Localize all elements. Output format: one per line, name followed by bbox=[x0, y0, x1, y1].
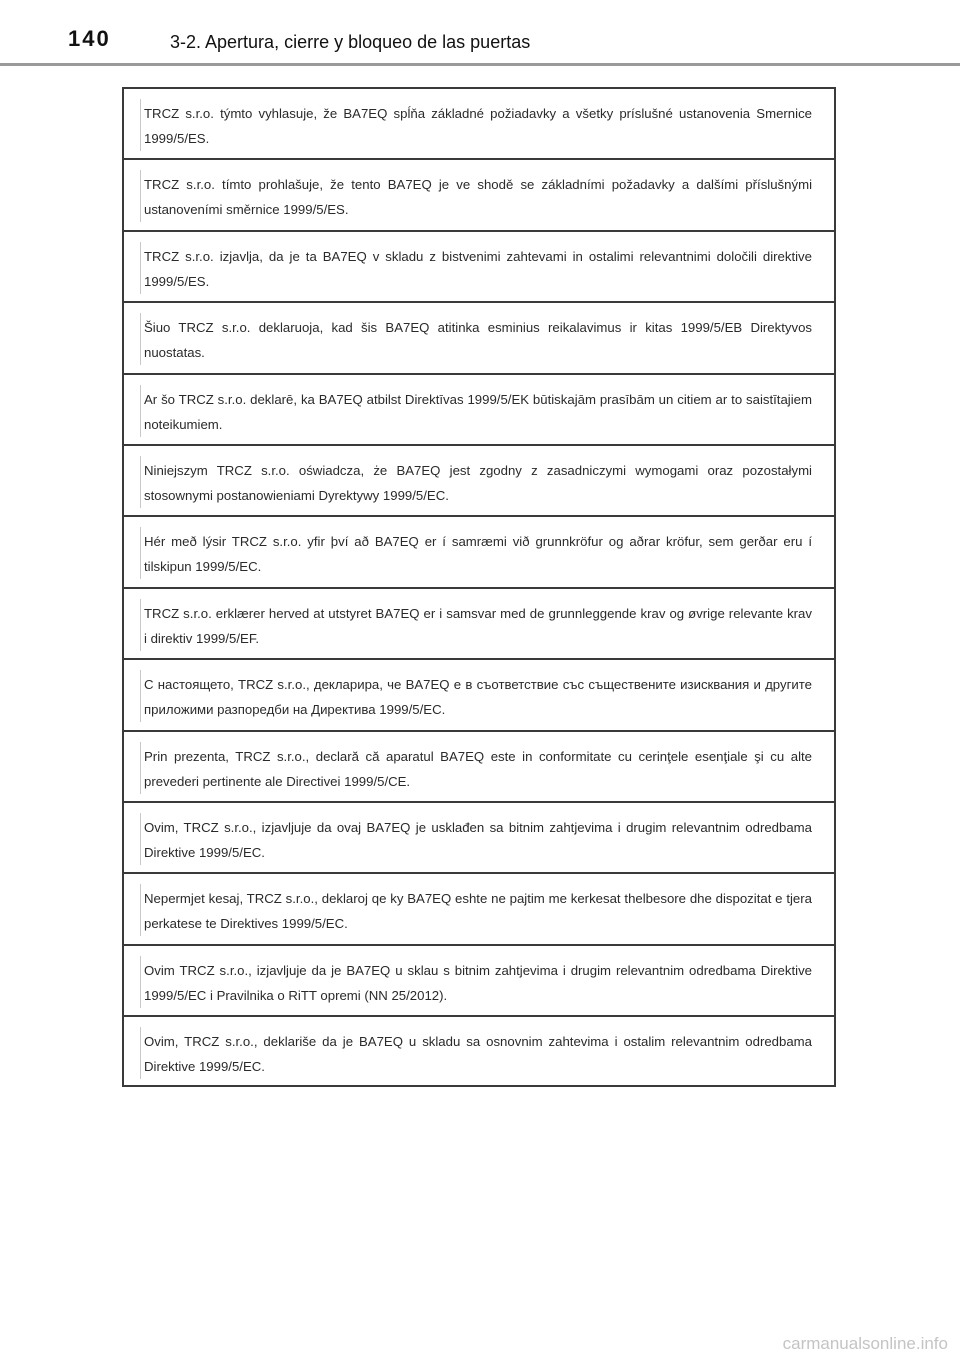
declaration-text: Ovim, TRCZ s.r.o., izjavljuje da ovaj BA7EQ je usklađen sa bitnim zahtjevima i drugim relevantnim odredbama Direktive 1999/5/EC. bbox=[144, 819, 812, 860]
declaration-row-czech bbox=[124, 160, 834, 231]
declaration-text: Ar šo TRCZ s.r.o. deklarē, ka BA7EQ atbilst Direktīvas 1999/5/EK būtiskajām prasībām un citiem ar to saistītajiem noteikumiem. bbox=[144, 391, 812, 432]
declaration-text: Ovim, TRCZ s.r.o., deklariše da je BA7EQ u skladu sa osnovnim zahtevima i ostalim relevantnim odredbama Direktive 1999/5/EC. bbox=[144, 1034, 812, 1075]
declaration-text: Ovim TRCZ s.r.o., izjavljuje da je BA7EQ u sklau s bitnim zahtjevima i drugim relevantnim odredbama Direktive 1999/5/EC i Pravilnika o RiTT opremi (NN 25/2012). bbox=[144, 962, 812, 1003]
declaration-row-slovenian bbox=[124, 232, 834, 303]
declaration-text: TRCZ s.r.o. izjavlja, da je ta BA7EQ v skladu z bistvenimi zahtevami in ostalimi relevantnimi določili direktive 1999/5/ES. bbox=[144, 248, 812, 289]
declaration-text: Prin prezenta, TRCZ s.r.o., declară că aparatul BA7EQ este in conformitate cu cerinţele esenţiale şi cu alte prevederi pertinente ale Directivei 1999/5/CE. bbox=[144, 748, 812, 789]
declaration-row-lithuanian bbox=[124, 303, 834, 374]
declaration-row-albanian bbox=[124, 874, 834, 945]
declaration-row-icelandic bbox=[124, 517, 834, 588]
declaration-row-slovak bbox=[124, 89, 834, 160]
declaration-text: Nepermjet kesaj, TRCZ s.r.o., deklaroj qe ky BA7EQ eshte ne pajtim me kerkesat thelbesore dhe dispozitat e tjera perkatese te Direktives 1999/5/EC. bbox=[144, 891, 812, 932]
header-divider bbox=[0, 63, 960, 66]
section-title: 3-2. Apertura, cierre y bloqueo de las puertas bbox=[170, 32, 531, 52]
watermark: carmanualsonline.info bbox=[782, 1334, 948, 1353]
declaration-row-romanian bbox=[124, 732, 834, 803]
declaration-text: С настоящето, TRCZ s.r.o., декларира, че BA7EQ е в съответствие със съществените изисквания и другите приложими разпоредби на Директива 1999/5/ЕС. bbox=[144, 677, 812, 718]
declaration-row-latvian bbox=[124, 375, 834, 446]
declaration-row-polish bbox=[124, 446, 834, 517]
declaration-text: TRCZ s.r.o. tímto prohlašuje, že tento BA7EQ je ve shodě se základními požadavky a dalšími příslušnými ustanoveními směrnice 1999/5/ES. bbox=[144, 177, 812, 218]
declaration-row-croatian bbox=[124, 946, 834, 1017]
declaration-text: TRCZ s.r.o. erklærer herved at utstyret BA7EQ er i samsvar med de grunnleggende krav og øvrige relevante krav i direktiv 1999/5/EF. bbox=[144, 605, 812, 646]
page-header bbox=[0, 0, 960, 66]
declaration-text: Niniejszym TRCZ s.r.o. oświadcza, że BA7EQ jest zgodny z zasadniczymi wymogami oraz pozostałymi stosownymi postanowieniami Dyrektywy 1999/5/EC. bbox=[144, 462, 812, 503]
declaration-row-bosnian bbox=[124, 803, 834, 874]
declaration-text: TRCZ s.r.o. týmto vyhlasuje, že BA7EQ spĺňa základné požiadavky a všetky príslušné ustanovenia Smernice 1999/5/ES. bbox=[144, 106, 812, 146]
declaration-row-bulgarian bbox=[124, 660, 834, 731]
declaration-text: Hér með lýsir TRCZ s.r.o. yfir því að BA7EQ er í samræmi við grunnkröfur og aðrar kröfur, sem gerðar eru í tilskipun 1999/5/EC. bbox=[144, 534, 812, 575]
declaration-row-norwegian bbox=[124, 589, 834, 660]
page-number: 140 bbox=[68, 26, 111, 51]
declarations-table bbox=[122, 87, 836, 1087]
declaration-text: Šiuo TRCZ s.r.o. deklaruoja, kad šis BA7EQ atitinka esminius reikalavimus ir kitas 1999/5/EB Direktyvos nuostatas. bbox=[144, 320, 812, 361]
declaration-row-serbian bbox=[124, 1017, 834, 1088]
